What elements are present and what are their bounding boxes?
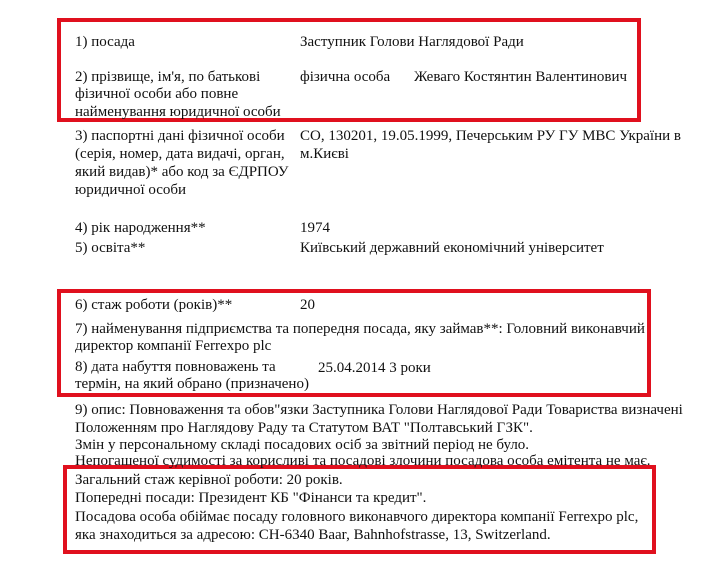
name-value: Жеваго Костянтин Валентинович: [414, 69, 628, 85]
birth-label: 4) рік народження**: [75, 220, 206, 236]
experience-label: 6) стаж роботи (років)**: [75, 297, 233, 313]
passport-label-line-1: 3) паспортні дані фізичної особи: [75, 128, 285, 144]
prev-position-line-1: 7) найменування підприємства та попередня посада, яку займав**: Головний виконавчий: [75, 321, 645, 337]
position-label: 1) посада: [75, 34, 135, 50]
name-label-line-2: фізичної особи або повне: [75, 86, 239, 102]
passport-value-line-2: м.Києві: [300, 146, 349, 162]
experience-value: 20: [300, 297, 315, 313]
passport-label-line-3: який видав)* або код за ЄДРПОУ: [75, 164, 289, 180]
prev-position-line-2: директор компанії Ferrexpo plc: [75, 338, 272, 354]
term-value: 25.04.2014 3 роки: [318, 360, 431, 376]
description-line-2: Положенням про Наглядову Раду та Статутом ВАТ "Полтавський ГЗК".: [75, 420, 533, 436]
term-label-line-2: термін, на який обрано (призначено): [75, 376, 309, 392]
name-label-line-3: найменування юридичної особи: [75, 104, 281, 120]
birth-value: 1974: [300, 220, 330, 236]
passport-label-line-4: юридичної особи: [75, 182, 187, 198]
summary-line-3: Посадова особа обіймає посаду головного виконавчого директора компанії Ferrexpo plc,: [75, 509, 639, 525]
passport-label-line-2: (серія, номер, дата видачі, орган,: [75, 146, 285, 162]
term-label-line-1: 8) дата набуття повноважень та: [75, 359, 276, 375]
summary-line-2: Попередні посади: Президент КБ "Фінанси та кредит".: [75, 490, 427, 506]
description-line-3: Змін у персональному складі посадових осіб за звітний період не було.: [75, 437, 530, 453]
education-value: Київський державний економічний університет: [300, 240, 604, 256]
name-type: фізична особа: [300, 69, 391, 85]
name-label-line-1: 2) прізвище, ім'я, по батькові: [75, 69, 261, 85]
summary-line-1: Загальний стаж керівної роботи: 20 років.: [75, 472, 343, 488]
education-label: 5) освіта**: [75, 240, 146, 256]
description-line-4: Непогашеної судимості за корисливі та посадові злочини посадова особа емітента не має.: [75, 453, 651, 469]
position-value: Заступник Голови Наглядової Ради: [300, 34, 524, 50]
passport-value-line-1: СО, 130201, 19.05.1999, Печерським РУ ГУ МВС України в: [300, 128, 681, 144]
description-line-1: 9) опис: Повноваження та обов"язки Заступника Голови Наглядової Ради Товариства визначені: [75, 402, 683, 418]
summary-line-4: яка знаходиться за адресою: CH-6340 Baar, Bahnhofstrasse, 13, Switzerland.: [75, 527, 551, 543]
